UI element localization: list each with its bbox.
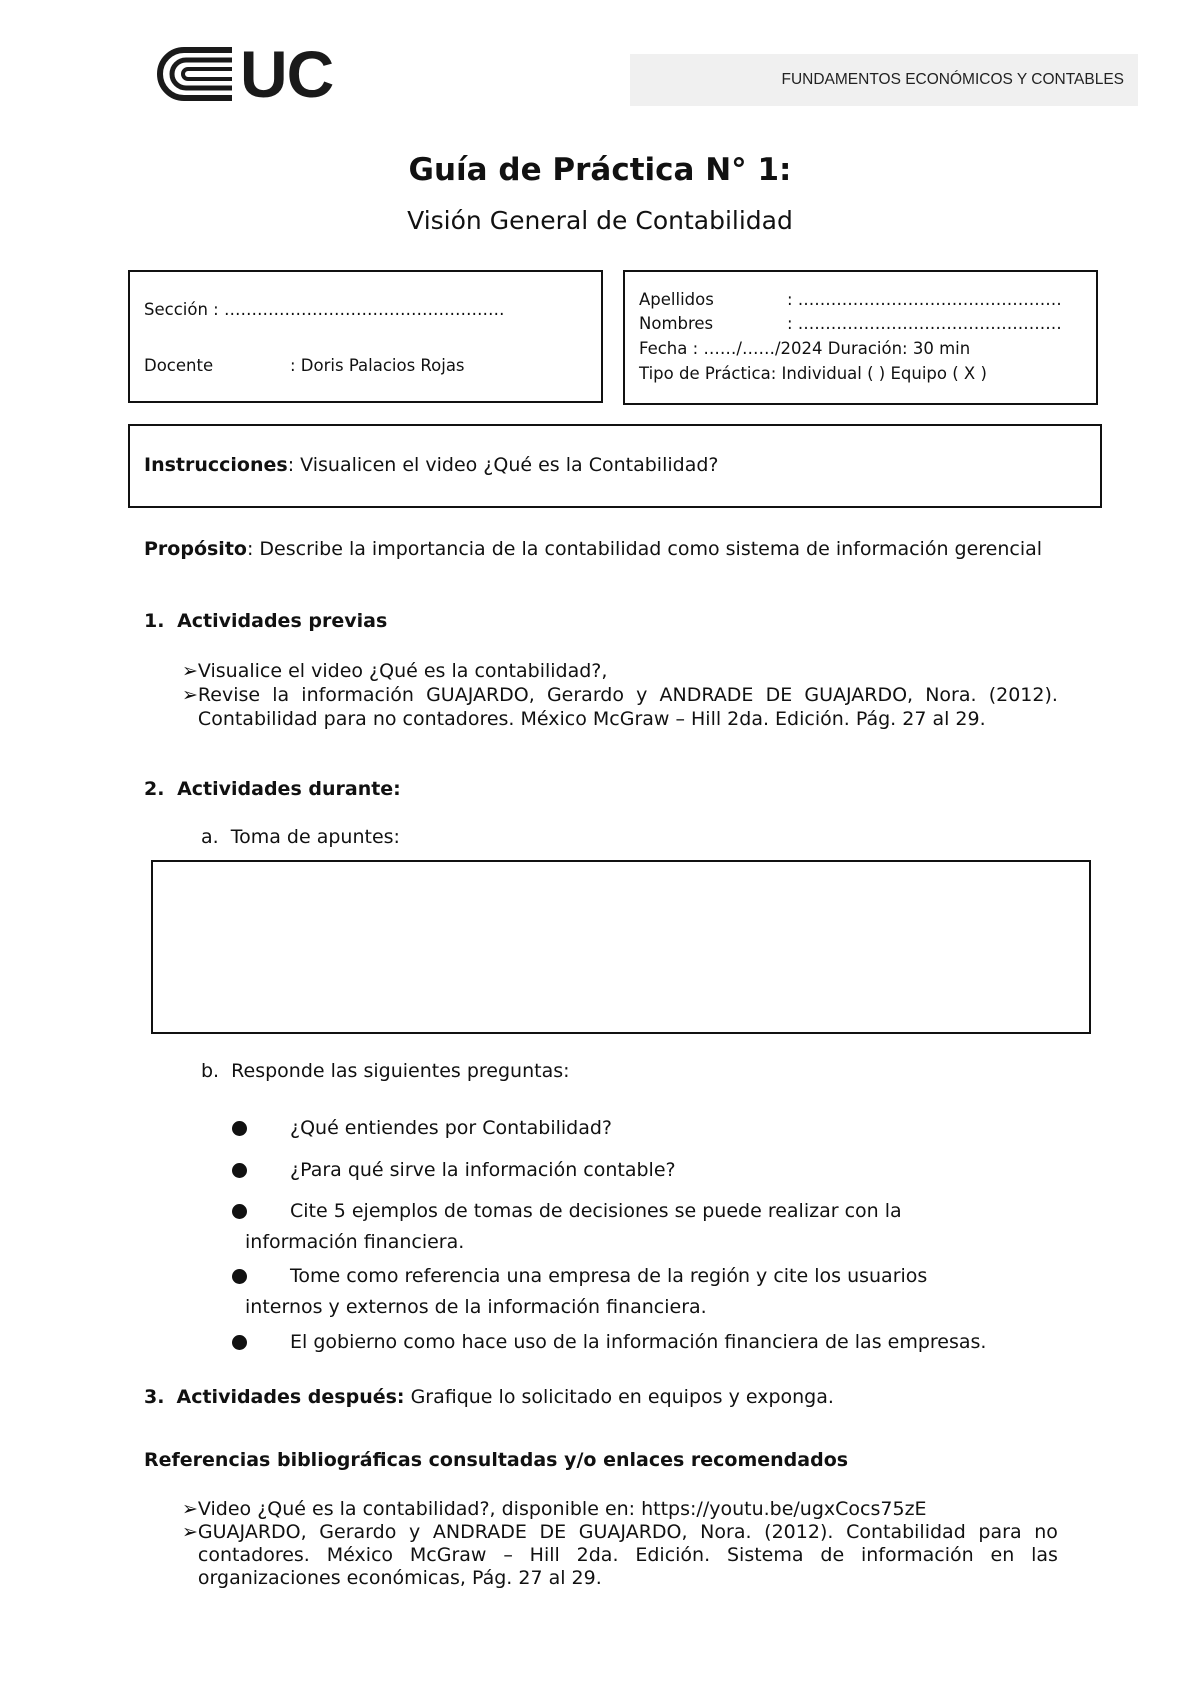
uc-logo: [154, 37, 344, 111]
list-item: [182, 1498, 1062, 1521]
arrow-bullet-icon: ➢: [182, 1521, 198, 1543]
logo-text: UC: [240, 37, 334, 111]
section-1-title: Actividades previas: [177, 610, 388, 632]
sub-b: [201, 1060, 570, 1082]
section-3-number: 3.: [144, 1386, 165, 1408]
section-1-heading: [144, 610, 387, 632]
uc-logo-mark-icon: [154, 46, 234, 102]
section-1-number: 1.: [144, 610, 165, 632]
referencias-list: [182, 1498, 1062, 1590]
sub-a-label: a.: [201, 826, 219, 848]
seccion-row: [144, 300, 504, 319]
instructions-text: : Visualicen el video ¿Qué es la Contabilidad?: [287, 454, 719, 476]
fecha-duracion: Fecha : ……/……/2024 Duración: 30 min: [639, 339, 971, 358]
proposito-text: : Describe la importancia de la contabilidad como sistema de información gerencial: [246, 538, 1043, 560]
sub-b-label: b.: [201, 1060, 220, 1082]
instructions-box: [128, 424, 1102, 508]
tipo-practica: Tipo de Práctica: Individual ( ) Equipo ( X ): [639, 364, 987, 383]
apellidos-field[interactable]: : …………………………………………: [787, 290, 1062, 309]
instructions-label: Instrucciones: [144, 454, 288, 476]
nombres-field[interactable]: : …………………………………………: [787, 314, 1062, 333]
list-item-text: GUAJARDO, Gerardo y ANDRADE DE GUAJARDO, Nora. (2012). Contabilidad para no contadores. México McGraw – Hill 2da. Edición. Sistema de información en las organizaciones económicas, Pág. 27 al 29.: [197, 1521, 1058, 1589]
proposito: [144, 537, 1064, 561]
section-2-heading: [144, 778, 401, 800]
section-3-text: Grafique lo solicitado en equipos y exponga.: [410, 1386, 834, 1408]
question-bullet-icon: [232, 1335, 247, 1354]
section-3: [144, 1386, 834, 1408]
question-item: ¿Para qué sirve la información contable?: [290, 1159, 676, 1181]
list-item: [182, 1521, 1062, 1590]
arrow-bullet-icon: ➢: [182, 660, 198, 682]
question-bullet-icon: [232, 1163, 247, 1182]
seccion-field[interactable]: ……………………………………………: [223, 300, 505, 319]
section-3-title: Actividades después:: [176, 1386, 405, 1408]
list-item-text: Revise la información GUAJARDO, Gerardo y ANDRADE DE GUAJARDO, Nora. (2012). Contabilidad para no contadores. México McGraw – Hill 2da. Edición. Pág. 27 al 29.: [197, 684, 1058, 730]
course-banner: [630, 54, 1138, 106]
nombres-label: Nombres: [639, 314, 714, 333]
question-bullet-icon: [232, 1269, 247, 1288]
list-item: [182, 659, 1062, 683]
page-subtitle: Visión General de Contabilidad: [407, 206, 793, 235]
question-item: Tome como referencia una empresa de la región y cite los usuarios: [290, 1265, 928, 1287]
seccion-label: Sección :: [144, 300, 219, 319]
section-2-title: Actividades durante:: [177, 778, 401, 800]
sub-a-text: Toma de apuntes:: [230, 826, 400, 848]
question-bullet-icon: [232, 1121, 247, 1140]
list-item: [182, 683, 1062, 731]
reference-link[interactable]: Video ¿Qué es la contabilidad?, disponible en: https://youtu.be/ugxCocs75zE: [197, 1498, 927, 1520]
section-2-number: 2.: [144, 778, 165, 800]
proposito-label: Propósito: [144, 538, 247, 560]
question-item: El gobierno como hace uso de la información financiera de las empresas.: [290, 1331, 987, 1353]
notes-area[interactable]: [151, 860, 1091, 1034]
docente-label: Docente: [144, 356, 214, 375]
question-item: Cite 5 ejemplos de tomas de decisiones se puede realizar con la: [290, 1200, 902, 1222]
list-item-text: Visualice el video ¿Qué es la contabilidad?,: [197, 660, 608, 682]
referencias-title: Referencias bibliográficas consultadas y/o enlaces recomendados: [144, 1449, 849, 1471]
page-title: Guía de Práctica N° 1:: [408, 152, 792, 188]
apellidos-label: Apellidos: [639, 290, 714, 309]
question-bullet-icon: [232, 1204, 247, 1223]
section-1-list: [182, 659, 1062, 731]
question-item-cont: internos y externos de la información financiera.: [245, 1296, 707, 1318]
instructions-line: [144, 454, 718, 476]
sub-a: [201, 826, 400, 848]
course-name: FUNDAMENTOS ECONÓMICOS Y CONTABLES: [781, 71, 1124, 88]
info-box-left: [128, 270, 603, 403]
question-item-cont: información financiera.: [245, 1231, 465, 1253]
arrow-bullet-icon: ➢: [182, 684, 198, 706]
arrow-bullet-icon: ➢: [182, 1498, 198, 1520]
sub-b-text: Responde las siguientes preguntas:: [231, 1060, 570, 1082]
info-box-right: [623, 270, 1098, 405]
question-item: ¿Qué entiendes por Contabilidad?: [290, 1117, 612, 1139]
docente-value: : Doris Palacios Rojas: [290, 356, 465, 375]
